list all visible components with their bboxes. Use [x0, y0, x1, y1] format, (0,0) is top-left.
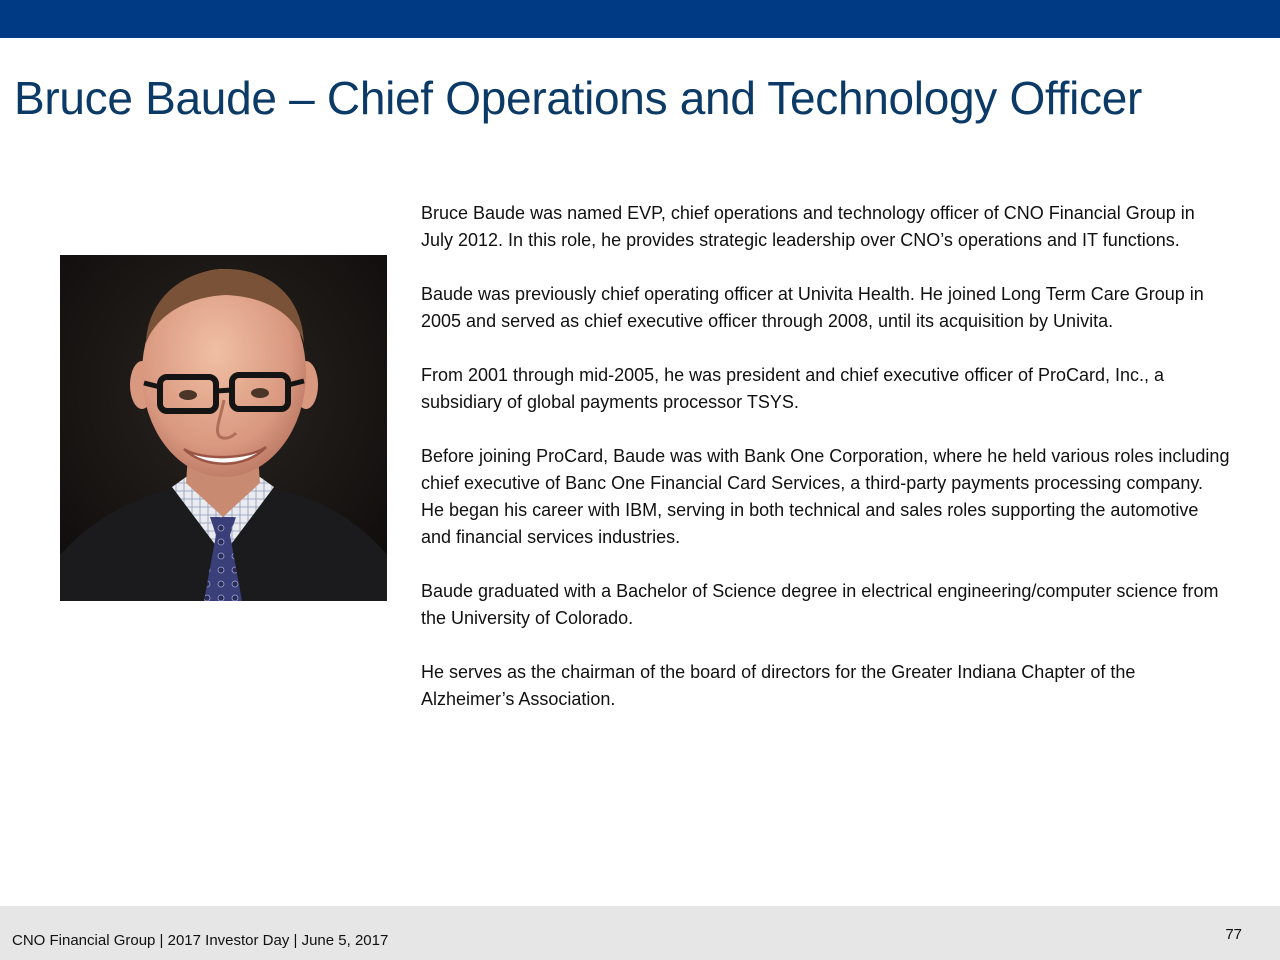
- footer-text: CNO Financial Group | 2017 Investor Day | June 5, 2017: [12, 932, 389, 949]
- bio-paragraph: Before joining ProCard, Baude was with Bank One Corporation, where he held various roles including chief executive of Banc One Financial Card Services, a third-party payments processing company. He began his career with IBM, serving in both technical and sales roles supporting the automotive and financial services industries.: [421, 446, 1230, 547]
- bio-paragraph: From 2001 through mid-2005, he was president and chief executive officer of ProCard, Inc., a subsidiary of global payments processor TSYS.: [421, 365, 1165, 412]
- header-bar: [0, 0, 1280, 38]
- page-number: 77: [1225, 926, 1242, 943]
- bio-paragraph: He serves as the chairman of the board of directors for the Greater Indiana Chapter of the Alzheimer’s Association.: [421, 662, 1136, 709]
- portrait-photo: [60, 255, 387, 601]
- footer-bar: [0, 906, 1280, 960]
- bio-text: [421, 200, 1231, 740]
- slide-title: Bruce Baude – Chief Operations and Technology Officer: [14, 72, 1142, 124]
- bio-paragraph: Bruce Baude was named EVP, chief operations and technology officer of CNO Financial Group in July 2012. In this role, he provides strategic leadership over CNO’s operations and IT functions.: [421, 203, 1195, 250]
- bio-paragraph: Baude graduated with a Bachelor of Science degree in electrical engineering/computer science from the University of Colorado.: [421, 581, 1219, 628]
- bio-paragraph: Baude was previously chief operating officer at Univita Health. He joined Long Term Care Group in 2005 and served as chief executive officer through 2008, until its acquisition by Univita.: [421, 284, 1204, 331]
